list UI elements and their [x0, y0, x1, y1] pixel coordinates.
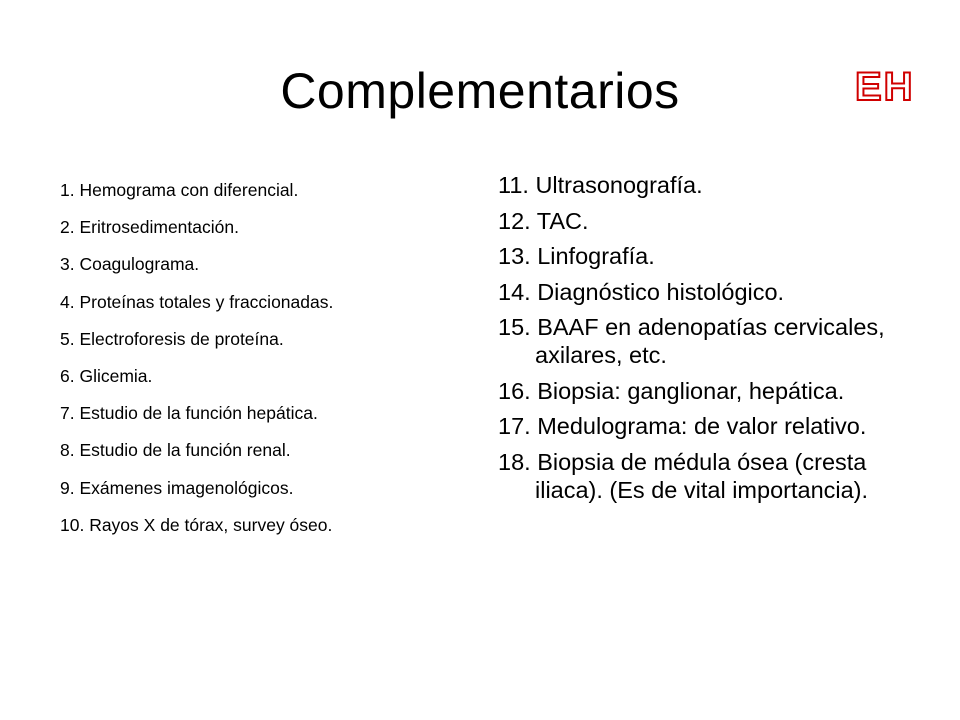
- list-item: 1. Hemograma con diferencial.: [60, 180, 299, 200]
- list-item: 17. Medulograma: de valor relativo.: [498, 413, 867, 439]
- list-item: 6. Glicemia.: [60, 365, 153, 386]
- list-item: 3. Coagulograma.: [60, 254, 200, 275]
- list-item: 8. Estudio de la función renal.: [60, 440, 291, 461]
- list-item: 5. Electroforesis de proteína.: [60, 328, 284, 349]
- list-item: 7. Estudio de la función hepática.: [60, 403, 318, 424]
- list-item: 11. Ultrasonografía.: [498, 172, 703, 198]
- eh-badge: EH: [855, 65, 915, 109]
- slide-title: Complementarios: [280, 63, 680, 119]
- list-item: 13. Linfografía.: [498, 243, 655, 269]
- list-item: 18. Biopsia de médula ósea (cresta iliaca). (Es de vital importancia).: [498, 448, 869, 503]
- list-item: 14. Diagnóstico histológico.: [498, 278, 785, 305]
- list-item: 10. Rayos X de tórax, survey óseo.: [60, 514, 333, 535]
- list-item: 12. TAC.: [498, 207, 589, 234]
- list-item: 16. Biopsia: ganglionar, hepática.: [498, 377, 845, 404]
- list-item: 4. Proteínas totales y fraccionadas.: [60, 291, 334, 312]
- right-item-list: [498, 171, 918, 511]
- list-item: 15. BAAF en adenopatías cervicales, axilares, etc.: [498, 314, 885, 368]
- list-item: 2. Eritrosedimentación.: [60, 217, 239, 238]
- list-item: 9. Exámenes imagenológicos.: [60, 477, 294, 498]
- left-item-list: [60, 174, 460, 546]
